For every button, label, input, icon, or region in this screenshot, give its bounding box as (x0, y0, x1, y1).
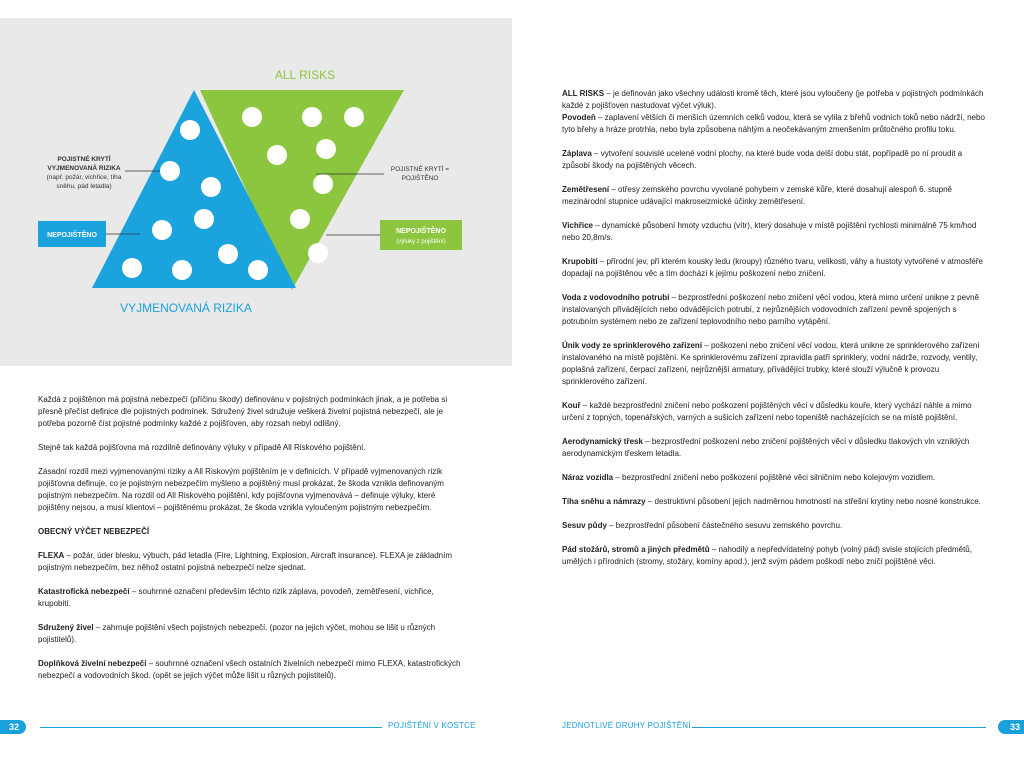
dot (344, 107, 364, 127)
risk-diagram (0, 18, 512, 366)
uninsured-right-box (380, 220, 462, 250)
hazard-item (562, 292, 990, 328)
named-coverage-label (47, 154, 122, 190)
dot (194, 209, 214, 229)
hazard-term: Zemětřesení (562, 185, 610, 194)
hazard-description: – vytvoření souvislé ucelené vodní plochy, na které bude voda delší dobu stát, popřípadě po ní proudit a způsobí škody na pojištěných věcech. (562, 149, 963, 170)
hazard-description: – otřesy zemského povrchu vyvolané pohybem v zemské kůře, které dosahují alespoň 6. stupně mezinárodní stupnice udávající makroseizmické účinky zemětřesení. (562, 185, 952, 206)
hazard-term: Tíha sněhu a námrazy (562, 497, 646, 506)
hazard-term: Pád stožárů, stromů a jiných předmětů (562, 545, 710, 554)
hazard-term: Vichřice (562, 221, 593, 230)
hazard-term: FLEXA (38, 551, 65, 560)
hazard-term: Náraz vozidla (562, 473, 614, 482)
hazard-term: Krupobití (562, 257, 598, 266)
label-line: POJISTNÉ KRYTÍ = (390, 166, 450, 173)
risk-diagram-svg (0, 18, 512, 366)
left-page-text (38, 394, 466, 682)
dot (248, 260, 268, 280)
dot (122, 258, 142, 278)
hazard-description: – bezprostřední působení částečného sesuvu zemského povrchu. (606, 521, 843, 530)
hazard-item (562, 184, 990, 208)
footer-title-left: POJIŠTĚNÍ V KOSTCE (388, 721, 476, 730)
label-line: sněhu, pád letadla) (56, 183, 112, 190)
hazard-description: – zahrnuje pojištění všech pojistných nebezpečí. (pozor na jejich výčet, mohou se lišit u různých pojistitelů). (38, 623, 436, 644)
uninsured-left-label: NEPOJIŠTĚNO (47, 232, 97, 239)
hazard-description: – dynamické působení hmoty vzduchu (vítr), který dosahuje v místě pojištění rychlosti minimálně 75 km/hod nebo 20,8m/s. (562, 221, 977, 242)
label-line: POJISTNÉ KRYTÍ (57, 156, 111, 163)
hazard-description: – zaplavení větších či menších územních celků vodou, která se vylila z břehů vodních toků nebo nádrží, nebo tyto břehy a hráze protrhla, nebo byla způsobena náhlým a neočekávaným zmenšením průtočného profilu toku. (562, 113, 985, 134)
hazard-description: – souhrnné označení všech ostatních živelních nebezpečí mimo FLEXA, katastrofických nebezpečí a vodovodních škod. (opět se jejich výčet může lišit u různých pojistitelů). (38, 659, 461, 680)
hazard-description: – souhrnné označení především těchto rizik záplava, povodeň, zemětřesení, vichřice, krupobití. (38, 587, 434, 608)
hazard-item (38, 586, 466, 610)
uninsured-right-sublabel: (výluky z pojištění) (396, 239, 446, 245)
hazard-item (562, 472, 990, 484)
uninsured-right-label: NEPOJIŠTĚNO (396, 228, 446, 235)
dot (316, 139, 336, 159)
hazard-description: – každé bezprostřední zničení nebo poškození pojištěných věcí v důsledku kouře, který vychází náhle a mimo určení z topných, topenářských, varných a sušicích zařízení nebo topeniště nacházejících se na místě pojištění. (562, 401, 972, 422)
hazard-term: ALL RISKS (562, 89, 605, 98)
hazard-term: Aerodynamický třesk (562, 437, 643, 446)
hazard-term: Záplava (562, 149, 592, 158)
hazard-item (562, 220, 990, 244)
page-number-left: 32 (0, 720, 26, 734)
dot (313, 174, 333, 194)
label-line: VYJMENOVANÁ RIZIKA (47, 165, 121, 172)
hazard-term: Voda z vodovodního potrubí (562, 293, 670, 302)
dot (152, 220, 172, 240)
named-risks-title: VYJMENOVANÁ RIZIKA (120, 301, 252, 315)
hazard-description: – nahodilý a nepředvídatelný pohyb (volný pád) svisle stojících předmětů, umělých i přírodních (stromy, stožáry, komíny apod.), jenž svým pádem poškodí nebo zničí pojištěné věci. (562, 545, 972, 566)
hazard-description: – bezprostřední zničení nebo poškození pojištěné věci silničním nebo kolejovým vozidlem. (613, 473, 936, 482)
dot (160, 161, 180, 181)
hazard-item (562, 256, 990, 280)
hazard-term: Sesuv půdy (562, 521, 607, 530)
right-page-text (562, 88, 990, 568)
hazard-item (562, 400, 990, 424)
hazard-description: – požár, úder blesku, výbuch, pád letadla (Fire, Lightning, Explosion, Aircraft insurance). FLEXA je základním pojistným nebezpečím, bez něhož ostatní pojistná nebezpečí nelze sjednat. (38, 551, 452, 572)
dot (290, 209, 310, 229)
dot (302, 107, 322, 127)
hazard-term: Doplňková živelní nebezpečí (38, 659, 147, 668)
hazard-description: – přírodní jev, při kterém kousky ledu (kroupy) různého tvaru, velikosti, váhy a hustoty vytvořené v atmosféře dopadají na pojištěnou věc a tím dochází k jejímu poškození nebo zničení. (562, 257, 983, 278)
intro-paragraph: Zásadní rozdíl mezi vyjmenovanými riziky a All Riskovým pojištěním je v definicích. V případě vyjmenovaných rizik pojišťovna definuje, co je pojistným nebezpečím myšleno a pojištěný musí prokázat, že škoda vznikla definovaným pojistným nebezpečím. Na rozdíl od All Riskového pojištění, kdy pojišťovna vyjmenovává – definuje výluky, které pojištěny nejsou, a musí klientovi – pojištěnému prokázat, že škoda vznikla vyloučeným pojistným nebezpečím. (38, 467, 444, 512)
label-line: POJIŠTĚNO (401, 175, 439, 182)
all-risks-title: ALL RISKS (274, 68, 336, 82)
hazard-term: Kouř (562, 401, 581, 410)
dot (172, 260, 192, 280)
hazard-item (562, 520, 990, 532)
hazard-item (38, 622, 466, 646)
hazard-item (38, 550, 466, 574)
hazard-item (562, 340, 990, 388)
hazard-term: Katastrofická nebezpečí (38, 587, 130, 596)
hazard-description: – poškození nebo zničení věcí vodou, která unikne ze sprinklerového zařízení instalovaného na místě pojištění. Ke sprinklerovému zařízení zpravidla patří sprinklery, vodní nádrže, rozvody, ventily, poplašná zařízení, čerpací zařízení, nejrůznější armatury, přívádějící trubky, které slouží výlučně k provozu sprinklerového zařízení. (562, 341, 980, 386)
page-number-right: 33 (998, 720, 1024, 734)
dot (180, 120, 200, 140)
hazard-term: Sdružený živel (38, 623, 94, 632)
hazard-item (562, 112, 990, 136)
hazard-item (562, 148, 990, 172)
dot (308, 243, 328, 263)
hazard-description: – je definován jako všechny události kromě těch, které jsou vyloučeny (je potřeba v pojistných podmínkách každé z pojišťoven nastudovat výčet výluk). (562, 89, 984, 110)
dot (242, 107, 262, 127)
hazard-description: – bezprostřední poškození nebo zničení pojištěných věcí v důsledku tlakových vln vzniklých aerodynamickým třeskem letadla. (562, 437, 970, 458)
hazard-item (562, 496, 990, 508)
hazard-description: – destruktivní působení jejich nadměrnou hmotností na střešní krytiny nebo nosné konstrukce. (645, 497, 981, 506)
footer-rule-left (40, 727, 382, 728)
coverage-right-label (391, 164, 449, 182)
hazard-term: Povodeň (562, 113, 596, 122)
hazard-item (562, 88, 990, 112)
label-line: (např. požár, vichřice, tíha (46, 174, 122, 181)
hazard-term: Únik vody ze sprinklerového zařízení (562, 341, 703, 350)
intro-paragraph: Každá z pojištěnon má pojistná nebezpečí (příčinu škody) definovánu v pojistných podmínkách jinak, a je potřeba si přesně přečíst definice dle pojistných podmínek. Sdružený živel sdružuje veškerá živelní pojistná nebezpečí, ale je potřeba pozorně číst pojistné podmínky každé z pojišťoven, aby rozsah nebyl odlišný. (38, 395, 448, 428)
hazard-item (38, 658, 466, 682)
hazard-item (562, 436, 990, 460)
hazard-description: – bezprostřední poškození nebo zničení věcí vodou, která mimo určení unikne z pevně instalovaných přivádějících nebo odvádějících potrubí, z nejrůznějších vodovodních zařízení pevně spojených s potrubním systémem nebo ze zařízení teplovodního nebo parního vytápění. (562, 293, 979, 326)
dot (218, 244, 238, 264)
footer-rule-right (692, 727, 986, 728)
dot (267, 145, 287, 165)
section-heading: OBECNÝ VÝČET NEBEZPEČÍ (38, 527, 150, 536)
hazard-item (562, 544, 990, 568)
intro-paragraph: Stejně tak každá pojišťovna má rozdílně definovány výluky v případě All Riskového pojištění. (38, 443, 366, 452)
dot (201, 177, 221, 197)
footer-title-right: JEDNOTLIVÉ DRUHY POJIŠTĚNÍ (562, 721, 691, 730)
